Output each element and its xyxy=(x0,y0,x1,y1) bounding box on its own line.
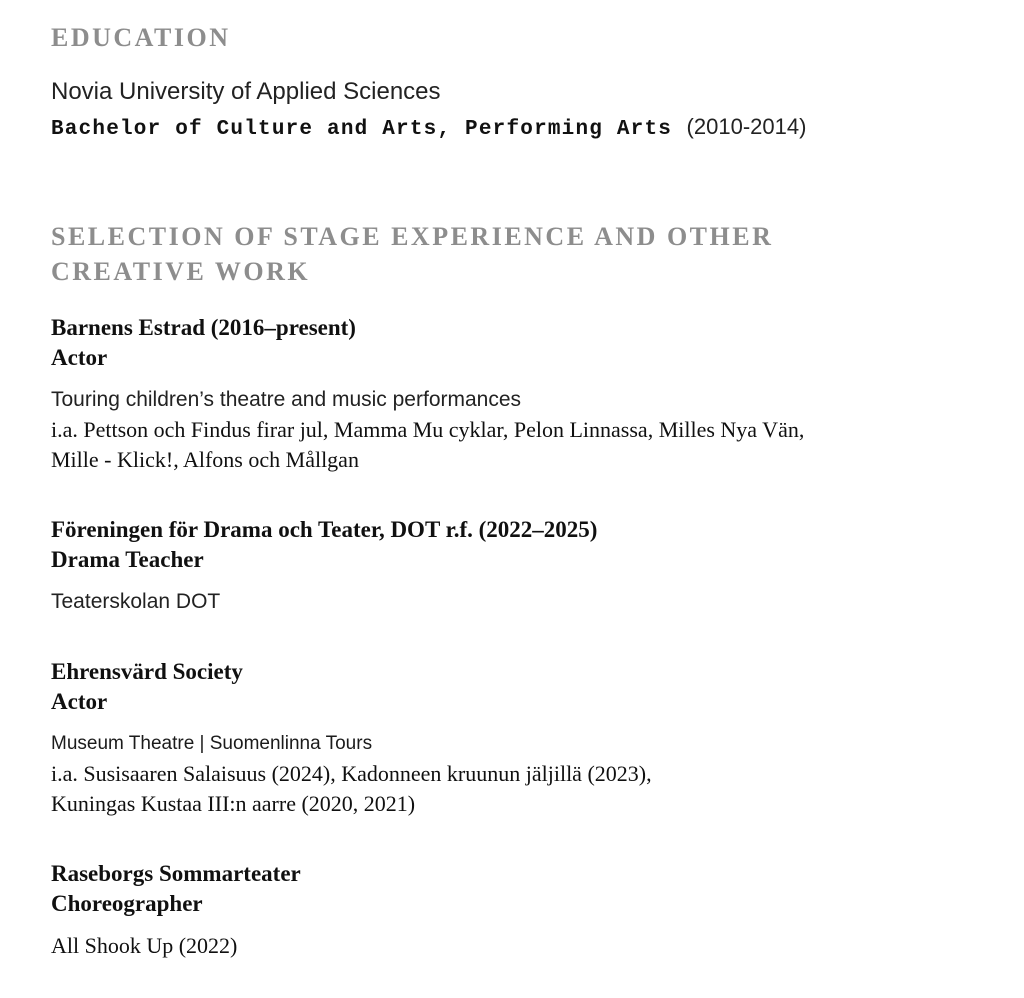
experience-section xyxy=(51,219,964,961)
education-school: Novia University of Applied Sciences xyxy=(51,78,441,105)
experience-entry xyxy=(51,859,964,961)
experience-entries xyxy=(51,313,964,961)
entry-title: Ehrensvärd Society xyxy=(51,659,243,684)
entry-line: Museum Theatre | Suomenlinna Tours xyxy=(51,733,373,754)
entry-line: Mille - Klick!, Alfons och Mållgan xyxy=(51,447,359,472)
entry-line: Kuningas Kustaa III:n aarre (2020, 2021) xyxy=(51,791,416,816)
entry-title: Föreningen för Drama och Teater, DOT r.f. (2022–2025) xyxy=(51,517,598,542)
experience-entry xyxy=(51,313,964,475)
entry-paragraph xyxy=(51,385,964,415)
entry-paragraph xyxy=(51,415,964,475)
entry-role: Actor xyxy=(51,689,108,714)
education-heading: EDUCATION xyxy=(51,23,231,52)
entry-paragraph xyxy=(51,587,964,617)
entry-body xyxy=(51,931,964,961)
experience-heading: SELECTION OF STAGE EXPERIENCE AND OTHER CREATIVE WORK xyxy=(51,222,774,286)
entry-line: i.a. Pettson och Findus firar jul, Mamma Mu cyklar, Pelon Linnassa, Milles Nya Vän, xyxy=(51,417,805,442)
entry-role: Actor xyxy=(51,345,108,370)
entry-line: Touring children’s theatre and music performances xyxy=(51,388,522,411)
education-years: (2010-2014) xyxy=(686,114,807,139)
entry-body xyxy=(51,729,964,819)
entry-body xyxy=(51,385,964,475)
entry-title: Barnens Estrad (2016–present) xyxy=(51,315,356,340)
experience-entry xyxy=(51,515,964,617)
entry-paragraph xyxy=(51,931,964,961)
entry-line: Teaterskolan DOT xyxy=(51,590,221,613)
entry-body xyxy=(51,587,964,617)
education-section xyxy=(51,20,964,145)
entry-paragraph xyxy=(51,759,964,819)
entry-role: Choreographer xyxy=(51,891,203,916)
entry-paragraph xyxy=(51,729,964,759)
entry-line: All Shook Up (2022) xyxy=(51,933,238,958)
entry-line: i.a. Susisaaren Salaisuus (2024), Kadonneen kruunun jäljillä (2023), xyxy=(51,761,652,786)
entry-title: Raseborgs Sommarteater xyxy=(51,861,301,886)
entry-role: Drama Teacher xyxy=(51,547,204,572)
experience-entry xyxy=(51,657,964,819)
education-degree-row xyxy=(51,112,964,145)
education-degree: Bachelor of Culture and Arts, Performing Arts xyxy=(51,118,673,141)
